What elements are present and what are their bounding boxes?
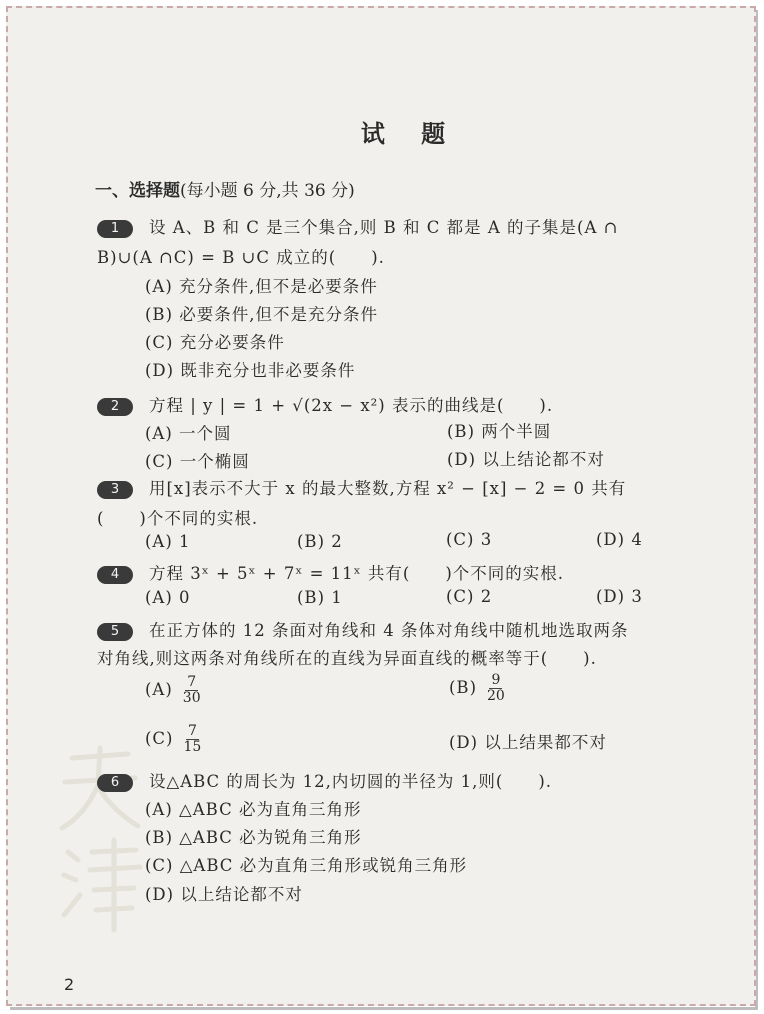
option (145, 675, 201, 706)
question-number-badge: 2 (97, 398, 133, 416)
question-number-badge: 3 (97, 481, 133, 499)
question-3 (97, 475, 626, 499)
page-title: 试 题 (360, 119, 460, 148)
denominator: 15 (183, 739, 202, 755)
question-4 (97, 560, 564, 584)
option: (B) 必要条件,但不是充分条件 (145, 305, 378, 324)
question-text: 方程 3ˣ + 5ˣ + 7ˣ = 11ˣ 共有( )个不同的实根. (149, 564, 565, 583)
option: (D) 既非充分也非必要条件 (145, 361, 356, 380)
question-text: 设△ABC 的周长为 12,内切圆的半径为 1,则( ). (149, 772, 552, 791)
option: (A) 0 (145, 588, 191, 607)
question-2 (97, 392, 553, 416)
question-number-badge: 6 (97, 774, 133, 792)
option-label: (D) (449, 733, 479, 752)
section-title: 一、选择题 (95, 181, 180, 201)
option: (D) 3 (596, 587, 643, 606)
question-number-badge: 4 (97, 566, 133, 584)
question-text: 方程 | y | = 1 + √(2x − x²) 表示的曲线是( ). (149, 396, 554, 415)
option (145, 724, 201, 755)
option-text: 以上结果都不对 (484, 733, 607, 752)
option: (B) △ABC 必为锐角三角形 (145, 828, 362, 847)
question-number-badge: 5 (97, 623, 133, 641)
question-text: 在正方体的 12 条面对角线和 4 条体对角线中随机地选取两条 (149, 621, 629, 640)
option: (C) △ABC 必为直角三角形或锐角三角形 (145, 856, 468, 875)
question-number-badge: 1 (97, 220, 133, 238)
option: (B) 两个半圆 (447, 422, 552, 441)
question-text-cont: 对角线,则这两条对角线所在的直线为异面直线的概率等于( ). (97, 649, 597, 668)
option: (A) △ABC 必为直角三角形 (145, 800, 362, 819)
option: (D) 以上结论都不对 (145, 885, 303, 904)
option: (B) 2 (297, 532, 343, 551)
denominator: 30 (182, 690, 201, 706)
option: (A) 一个圆 (145, 424, 232, 443)
option: (D) 以上结论都不对 (447, 450, 605, 469)
question-1 (97, 214, 618, 238)
numerator: 9 (491, 672, 501, 688)
question-6 (97, 768, 552, 792)
option-label: (A) (145, 680, 173, 699)
option: (C) 2 (446, 587, 493, 606)
question-text-cont: B)∪(A ∩C) = B ∪C 成立的( ). (97, 248, 385, 267)
fraction (183, 675, 201, 706)
fraction (184, 724, 202, 755)
option: (A) 充分条件,但不是必要条件 (145, 277, 378, 296)
option: (C) 一个椭圆 (145, 452, 250, 471)
question-5 (97, 617, 628, 641)
question-text: 用[x]表示不大于 x 的最大整数,方程 x² − [x] − 2 = 0 共有 (149, 479, 627, 498)
option: (A) 1 (145, 532, 191, 551)
option (449, 673, 505, 704)
option: (C) 3 (446, 530, 493, 549)
denominator: 20 (487, 688, 505, 704)
option-label: (C) (145, 729, 174, 748)
page-number: 2 (64, 975, 75, 994)
numerator: 7 (187, 674, 197, 690)
option-label: (B) (449, 678, 477, 697)
section-heading (95, 176, 355, 201)
question-text-cont: ( )个不同的实根. (97, 509, 259, 528)
option: (C) 充分必要条件 (145, 333, 285, 352)
option: (D) 4 (596, 530, 643, 549)
option (449, 729, 607, 753)
section-note: (每小题 6 分,共 36 分) (180, 181, 355, 201)
numerator: 7 (187, 723, 197, 739)
question-text: 设 A、B 和 C 是三个集合,则 B 和 C 都是 A 的子集是(A ∩ (149, 218, 619, 237)
option: (B) 1 (297, 588, 343, 607)
fraction (487, 673, 505, 704)
